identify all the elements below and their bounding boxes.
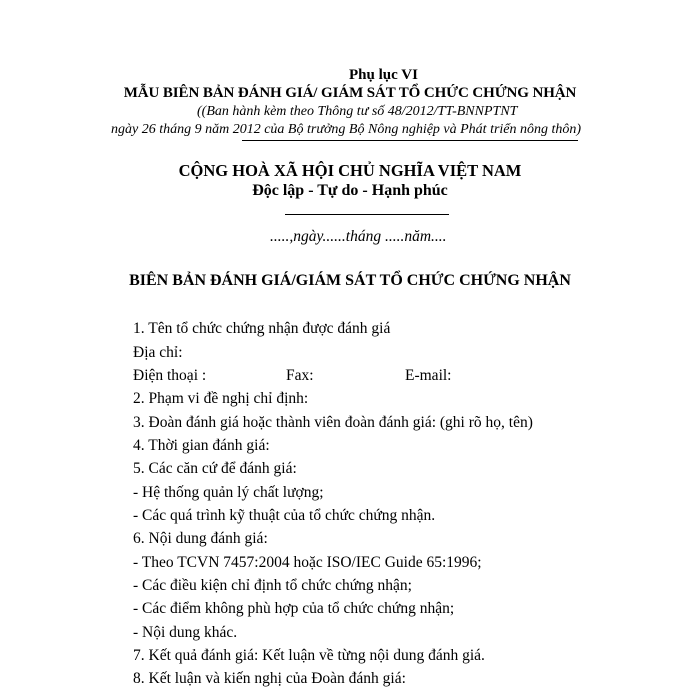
date-line: .....,ngày......tháng .....năm....: [270, 228, 447, 245]
issued-note-line1: ((Ban hành kèm theo Thông tư số 48/2012/TT-BNNPTNT: [197, 104, 518, 119]
item-5-basis: 5. Các căn cứ để đánh giá:: [133, 460, 297, 477]
item-5-sub-quality-system: - Hệ thống quản lý chất lượng;: [133, 484, 324, 501]
item-2-scope: 2. Phạm vi đề nghị chỉ định:: [133, 390, 309, 407]
item-6-content: 6. Nội dung đánh giá:: [133, 530, 268, 547]
item-6-sub-standard: - Theo TCVN 7457:2004 hoặc ISO/IEC Guide 65:1996;: [133, 554, 482, 571]
issued-underline: [242, 140, 578, 141]
item-6-sub-nonconformities: - Các điểm không phù hợp của tổ chức chứng nhận;: [133, 600, 455, 617]
item-5-sub-technical-process: - Các quá trình kỹ thuật của tổ chức chứng nhận.: [133, 507, 436, 524]
fax-label: Fax:: [286, 367, 314, 384]
item-4-time: 4. Thời gian đánh giá:: [133, 437, 270, 454]
appendix-label: Phụ lục VI: [349, 67, 418, 83]
issued-note-line2: ngày 26 tháng 9 năm 2012 của Bộ trưởng Bộ Nông nghiệp và Phát triển nông thôn): [111, 122, 582, 137]
form-title: MẪU BIÊN BẢN ĐÁNH GIÁ/ GIÁM SÁT TỔ CHỨC CHỨNG NHẬN: [123, 85, 577, 101]
national-motto: Độc lập - Tự do - Hạnh phúc: [252, 182, 448, 199]
email-label: E-mail:: [405, 367, 452, 384]
address-label: Địa chỉ:: [133, 344, 183, 361]
item-3-team: 3. Đoàn đánh giá hoặc thành viên đoàn đánh giá: (ghi rõ họ, tên): [133, 414, 533, 431]
item-7-result: 7. Kết quả đánh giá: Kết luận về từng nội dung đánh giá.: [133, 647, 485, 664]
item-1-org-name: 1. Tên tổ chức chứng nhận được đánh giá: [133, 320, 391, 337]
phone-label: Điện thoại :: [133, 367, 207, 384]
item-6-sub-conditions: - Các điều kiện chỉ định tổ chức chứng nhận;: [133, 577, 412, 594]
item-6-sub-other: - Nội dung khác.: [133, 624, 238, 641]
report-title: BIÊN BẢN ĐÁNH GIÁ/GIÁM SÁT TỔ CHỨC CHỨNG NHẬN: [129, 272, 571, 289]
country-heading: CỘNG HOÀ XÃ HỘI CHỦ NGHĨA VIỆT NAM: [178, 161, 522, 180]
motto-underline: [285, 214, 449, 215]
item-8-conclusion: 8. Kết luận và kiến nghị của Đoàn đánh giá:: [133, 670, 406, 687]
